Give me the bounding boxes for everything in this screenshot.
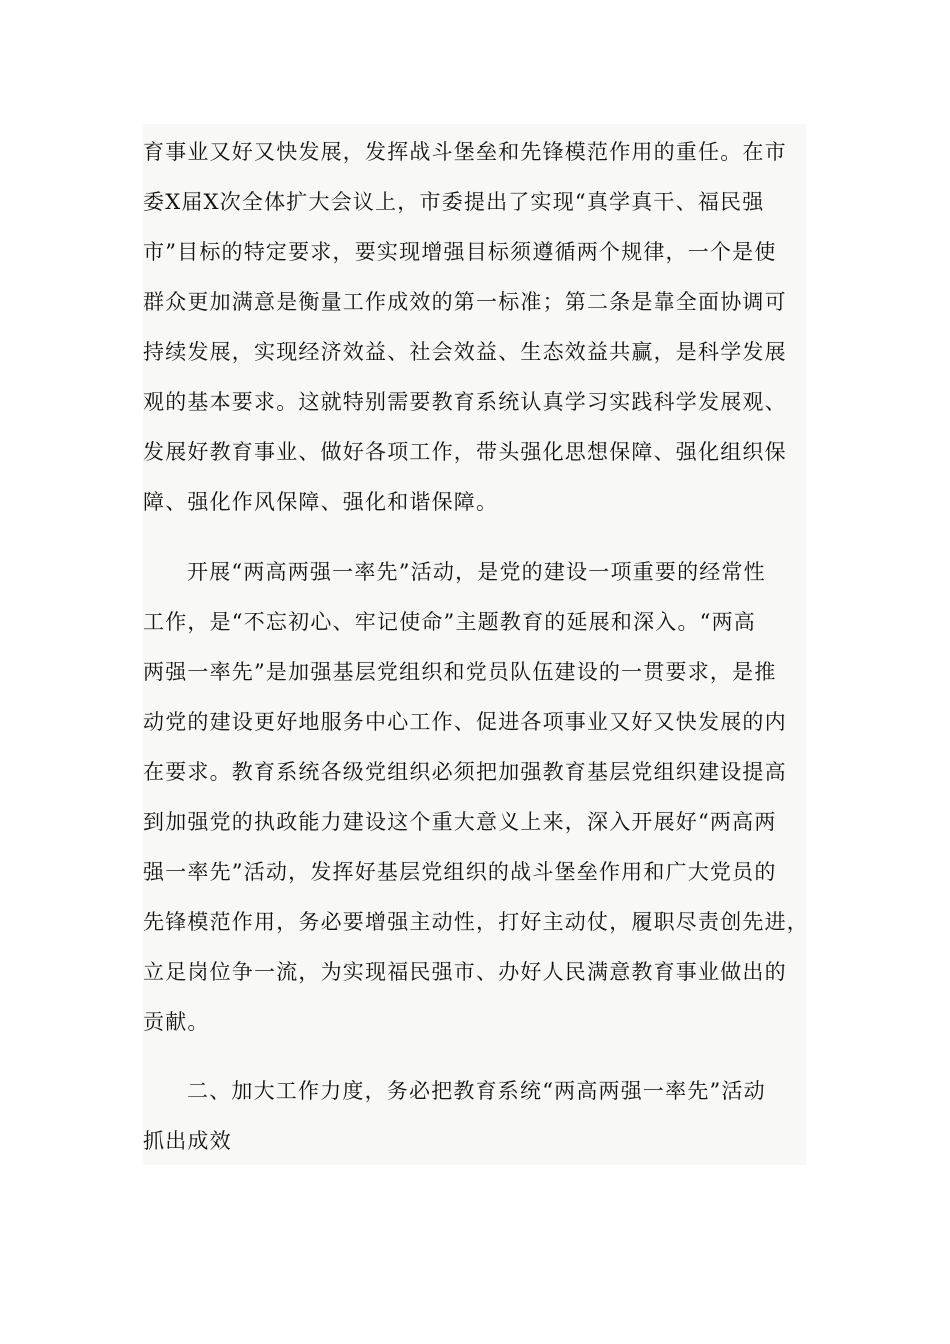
text-line: 工作，是“不忘初心、牢记使命”主题教育的延展和深入。“两高: [143, 610, 757, 634]
text-line: 立足岗位争一流，为实现福民强市、办好人民满意教育事业做出的: [143, 960, 787, 984]
paragraph-1: [143, 127, 787, 527]
text-line: 贡献。: [143, 1010, 210, 1034]
paragraph-2: [143, 547, 809, 1047]
text-line: 育事业又好又快发展，发挥战斗堡垒和先锋模范作用的重任。在市: [143, 140, 787, 164]
text-line: 强一率先”活动，发挥好基层党组织的战斗堡垒作用和广大党员的: [143, 860, 777, 884]
text-line: 发展好教育事业、做好各项工作，带头强化思想保障、强化组织保: [143, 440, 787, 464]
text-line: 持续发展，实现经济效益、社会效益、生态效益共赢，是科学发展: [143, 340, 787, 364]
text-line: 抓出成效: [143, 1129, 232, 1153]
text-line: 开展“两高两强一率先”活动，是党的建设一项重要的经常性: [187, 560, 766, 584]
text-line: 在要求。教育系统各级党组织必须把加强教育基层党组织建设提高: [143, 760, 787, 784]
text-line: 观的基本要求。这就特别需要教育系统认真学习实践科学发展观、: [143, 390, 787, 414]
text-line: 群众更加满意是衡量工作成效的第一标准；第二条是靠全面协调可: [143, 290, 787, 314]
text-line: 障、强化作风保障、强化和谐保障。: [143, 490, 499, 514]
text-line: 两强一率先”是加强基层党组织和党员队伍建设的一贯要求，是推: [143, 660, 777, 684]
document-body: [143, 124, 809, 1165]
text-line: 先锋模范作用，务必要增强主动性，打好主动仗，履职尽责创先进，: [143, 910, 809, 934]
text-line: 市”目标的特定要求，要实现增强目标须遵循两个规律，一个是使: [143, 240, 777, 264]
text-line: 动党的建设更好地服务中心工作、促进各项事业又好又快发展的内: [143, 710, 787, 734]
text-line: 二、加大工作力度，务必把教育系统“两高两强一率先”活动: [187, 1079, 766, 1103]
section-heading: [143, 1066, 766, 1166]
text-line: 到加强党的执政能力建设这个重大意义上来，深入开展好“两高两: [143, 810, 777, 834]
text-line: 委X届X次全体扩大会议上，市委提出了实现“真学真干、福民强: [143, 190, 765, 214]
